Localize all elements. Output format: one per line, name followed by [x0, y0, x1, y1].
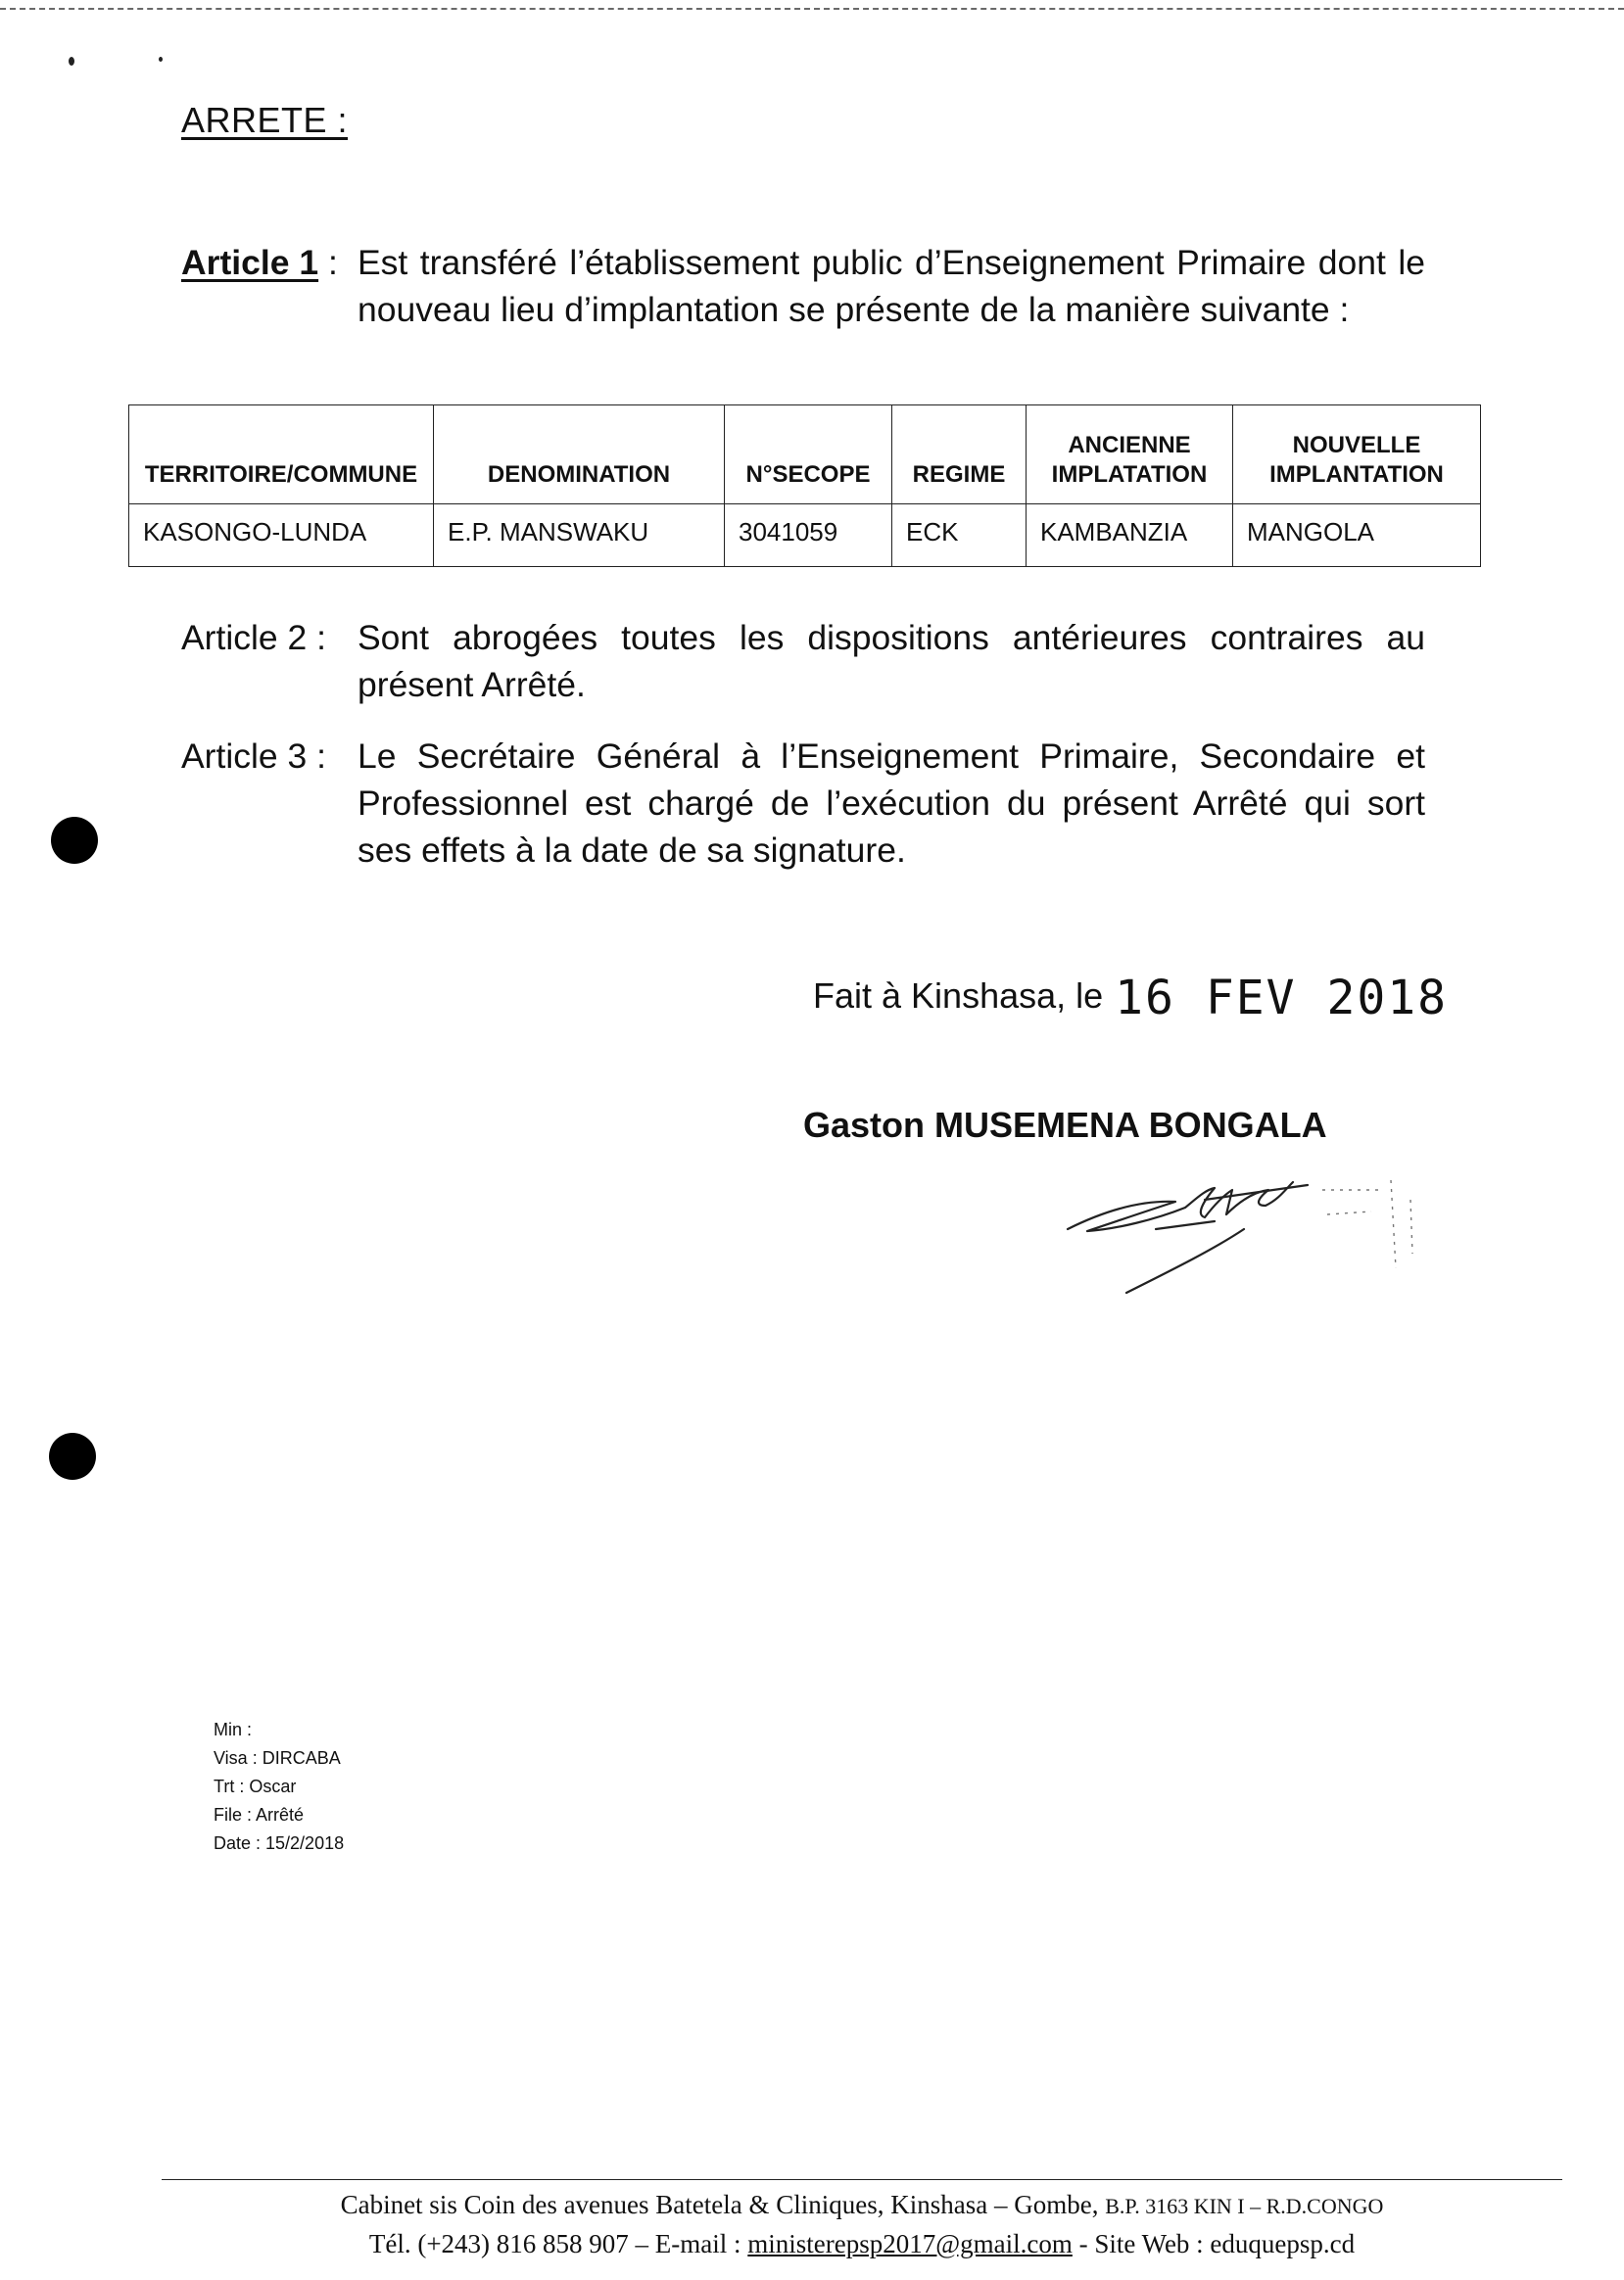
article-text: Le Secrétaire Général à l’Enseignement Primaire, Secondaire et Professionnel est chargé de l’exécution du présent Arrêté qui sort ses effets à la date de sa signature.: [358, 736, 1425, 870]
place-text: Fait à Kinshasa, le: [813, 975, 1104, 1016]
top-scan-edge: [0, 8, 1624, 10]
cell-territoire: KASONGO-LUNDA: [129, 504, 434, 567]
article-text: Est transféré l’établissement public d’Enseignement Primaire dont le nouveau lieu d’implantation se présente de la manière suivante :: [358, 243, 1425, 329]
meta-file: File : Arrêté: [214, 1805, 305, 1825]
header-regime: REGIME: [892, 405, 1027, 504]
header-secope: N°SECOPE: [725, 405, 892, 504]
document-metadata: [214, 1716, 344, 1858]
footer-divider: [162, 2179, 1562, 2180]
table-row: [129, 504, 1481, 567]
article-text: Sont abrogées toutes les dispositions antérieures contraires au présent Arrêté.: [358, 618, 1425, 704]
meta-min: Min :: [214, 1720, 253, 1739]
footer-email-link[interactable]: ministerepsp2017@gmail.com: [747, 2229, 1073, 2258]
cell-regime: ECK: [892, 504, 1027, 567]
article-1: Article 1 : Est transféré l’établissement public d’Enseignement Primaire dont le nouveau lieu d’implantation se présente de la manière suivante :: [181, 239, 1455, 333]
article-label: Article 2: [181, 618, 308, 657]
article-label: Article 1: [181, 243, 319, 282]
establishment-table: [128, 404, 1481, 567]
punch-hole: [49, 1433, 96, 1480]
table-header-row: [129, 405, 1481, 504]
signer-name: Gaston MUSEMENA BONGALA: [803, 1105, 1327, 1145]
article-label: Article 3: [181, 736, 308, 776]
footer-contact: Tél. (+243) 816 858 907 – E-mail : ministerepsp2017@gmail.com - Site Web : eduquepsp.cd: [368, 2229, 1356, 2258]
article-2: Article 2 : Sont abrogées toutes les dispositions antérieures contraires au présent Arrêté.: [181, 614, 1455, 708]
page-footer: [162, 2186, 1562, 2262]
header-nouvelle: NOUVELLE IMPLANTATION: [1233, 405, 1481, 504]
cell-denomination: E.P. MANSWAKU: [434, 504, 725, 567]
meta-date: Date : 15/2/2018: [214, 1833, 345, 1853]
cell-nouvelle: MANGOLA: [1233, 504, 1481, 567]
punch-hole: [51, 817, 98, 864]
header-denomination: DENOMINATION: [434, 405, 725, 504]
place-date-line: [813, 965, 1449, 1025]
cell-ancienne: KAMBANZIA: [1027, 504, 1233, 567]
date-stamp: 16 FEV 2018: [1115, 971, 1449, 1025]
page-heading: ARRETE :: [181, 100, 349, 140]
header-ancienne: ANCIENNE IMPLATATION: [1027, 405, 1233, 504]
meta-trt: Trt : Oscar: [214, 1777, 297, 1796]
footer-address: Cabinet sis Coin des avenues Batetela & Cliniques, Kinshasa – Gombe, B.P. 3163 KIN I – R.D.CONGO: [340, 2190, 1384, 2219]
article-3: Article 3 : Le Secrétaire Général à l’Enseignement Primaire, Secondaire et Professionnel est chargé de l’exécution du présent Arrêté qui sort ses effets à la date de sa signature.: [181, 733, 1455, 874]
cell-secope: 3041059: [725, 504, 892, 567]
handwritten-signature-icon: [1058, 1161, 1450, 1307]
header-territoire: TERRITOIRE/COMMUNE: [129, 405, 434, 504]
scan-speck: [69, 57, 74, 66]
scan-speck: [159, 57, 163, 62]
meta-visa: Visa : DIRCABA: [214, 1748, 341, 1768]
